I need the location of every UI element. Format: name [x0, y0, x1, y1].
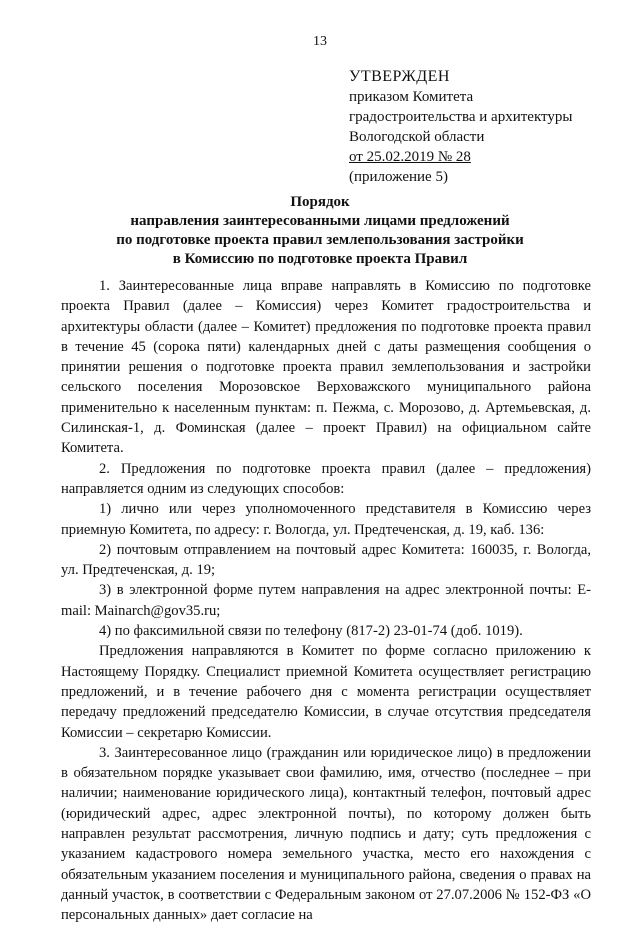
approval-heading: УТВЕРЖДЕН — [349, 68, 450, 85]
document-body — [61, 276, 591, 926]
paragraph: 4) по факсимильной связи по телефону (817-2) 23-01-74 (доб. 1019). — [99, 623, 523, 640]
approval-line: градостроительства и архитектуры — [349, 109, 573, 125]
paragraph: 1. Заинтересованные лица вправе направлять в Комиссию по подготовке проекта Правил (далее – Комиссия) через Комитет градостроительства и архитектуры области (далее – Комитет) предложения по подготовке проекта правил в течение 45 (сорока пяти) календарных дней с даты размещения сообщения о принятии решения о подготовке проекта правил землепользования и застройки сельского поселения Морозовское Верховажского муниципального района применительно к населенным пунктам: п. Пежма, с. Морозово, д. Артемьевская, д. Силинская-1, д. Фоминская (далее – проект Правил) на официальном сайте Комитета. — [61, 278, 591, 457]
paragraph: 2. Предложения по подготовке проекта правил (далее – предложения) направляется одним из следующих способов: — [61, 460, 591, 497]
paragraph: Предложения направляются в Комитет по форме согласно приложению к Настоящему Порядку. Специалист приемной Комитета осуществляет регистрацию предложений, и в течение рабочего дня с момента регистрации осуществляет передачу предложений председателю Комиссии, в случае отсутствия председателя Комиссии – секретарю Комиссии. — [61, 643, 591, 741]
page-number: 13 — [313, 34, 327, 49]
paragraph: 3. Заинтересованное лицо (гражданин или юридическое лицо) в предложении в обязательном порядке указывает свои фамилию, имя, отчество (последнее – при наличии; наименование юридического лица), контактный телефон, почтовый адрес (юридический адрес, адрес электронной почты), по которому должен быть направлен результат рассмотрения, личную подпись и дату; суть предложения с указанием кадастрового номера земельного участка, место его нахождения с обязательным указанием поселения и муниципального района, сведения о правах на данный участок, в соответствии с Федеральным законом от 27.07.2006 № 152-ФЗ «О персональных данных» дает согласие на — [61, 744, 591, 924]
title-line: направления заинтересованными лицами предложений — [130, 213, 510, 229]
document-title — [0, 193, 640, 269]
title-line: по подготовке проекта правил землепользования застройки — [116, 232, 524, 248]
title-line: Порядок — [290, 194, 350, 210]
paragraph: 2) почтовым отправлением на почтовый адрес Комитета: 160035, г. Вологда, ул. Предтеченская, д. 19; — [61, 541, 591, 579]
paragraph: 1) лично или через уполномоченного представителя в Комиссию через приемную Комитета, по адресу: г. Вологда, ул. Предтеченская, д. 19, каб. 136: — [61, 501, 591, 538]
approval-line: Вологодской области — [349, 129, 485, 145]
paragraph: 3) в электронной форме путем направления на адрес электронной почты: E-mail: Mainarch@gov35.ru; — [61, 582, 591, 619]
approval-block — [349, 67, 572, 187]
approval-appendix: (приложение 5) — [349, 169, 448, 185]
approval-line: приказом Комитета — [349, 89, 474, 105]
approval-date-number: от 25.02.2019 № 28 — [349, 149, 471, 165]
title-line: в Комиссию по подготовке проекта Правил — [172, 251, 468, 267]
